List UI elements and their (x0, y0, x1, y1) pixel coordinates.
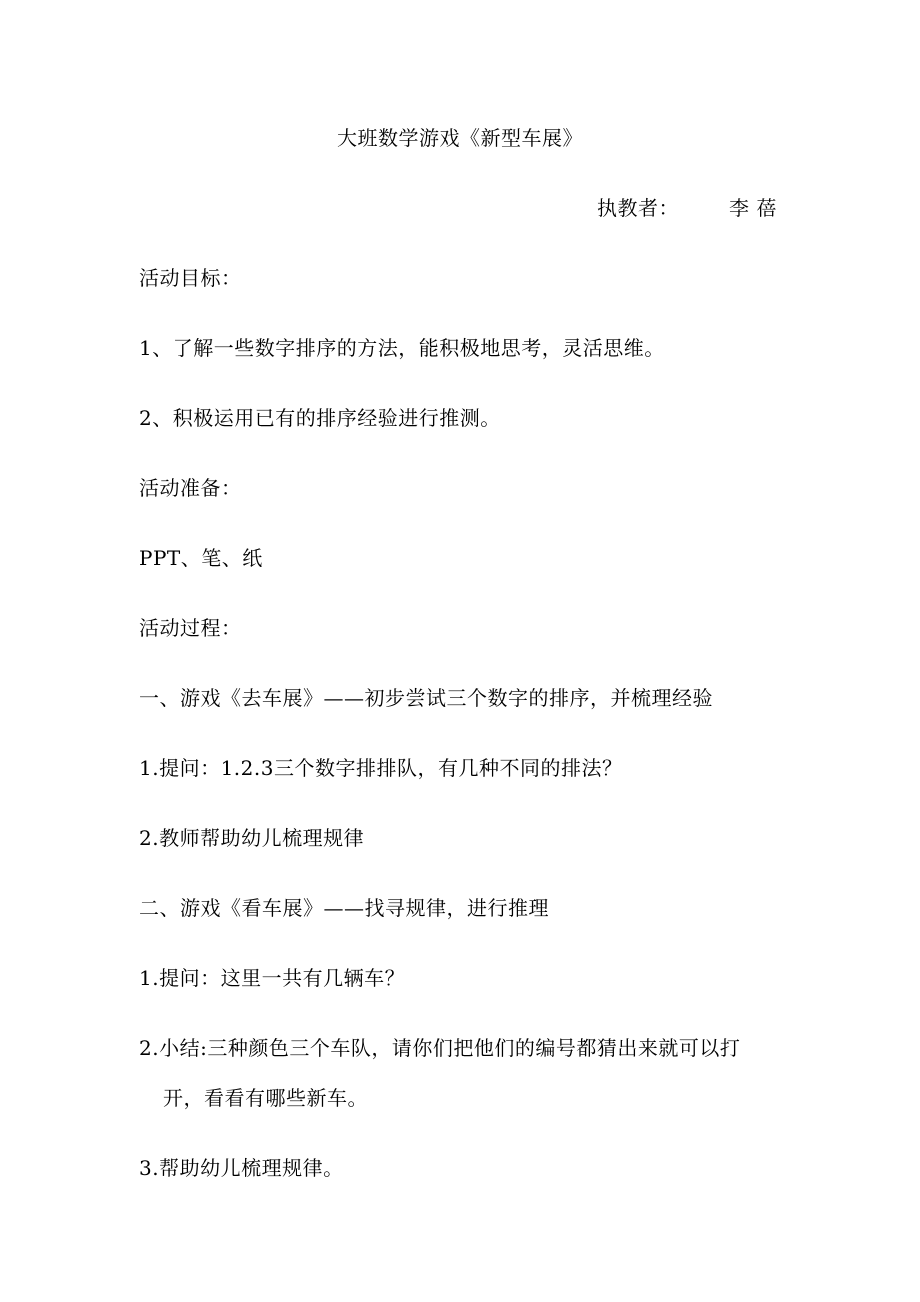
goal-item-1: 1、了解一些数字排序的方法，能积极地思考，灵活思维。 (139, 336, 665, 360)
process-step-1-item-1: 1.提问：1.2.3三个数字排排队，有几种不同的排法？ (139, 756, 623, 780)
process-step-2-item-1: 1.提问：这里一共有几辆车？ (139, 966, 406, 990)
author-line (597, 196, 777, 220)
process-step-1-item-2: 2.教师帮助幼儿梳理规律 (139, 826, 365, 850)
process-step-2-item-2-continued: 开，看看有哪些新车。 (163, 1086, 368, 1110)
goal-item-2: 2、积极运用已有的排序经验进行推测。 (139, 406, 501, 430)
section-heading-preparation: 活动准备： (139, 476, 242, 500)
section-heading-goals: 活动目标： (139, 266, 242, 290)
author-label: 执教者： (597, 196, 679, 220)
preparation-materials: PPT、笔、纸 (139, 546, 263, 570)
process-step-1-heading: 一、游戏《去车展》——初步尝试三个数字的排序，并梳理经验 (139, 686, 713, 710)
process-step-2-item-3: 3.帮助幼儿梳理规律。 (139, 1156, 344, 1180)
document-title: 大班数学游戏《新型车展》 (337, 126, 583, 150)
author-name: 李 蓓 (729, 196, 777, 220)
process-step-2-item-2: 2.小结:三种颜色三个车队，请你们把他们的编号都猜出来就可以打 (139, 1036, 741, 1060)
process-step-2-heading: 二、游戏《看车展》——找寻规律，进行推理 (139, 896, 549, 920)
section-heading-process: 活动过程： (139, 616, 242, 640)
